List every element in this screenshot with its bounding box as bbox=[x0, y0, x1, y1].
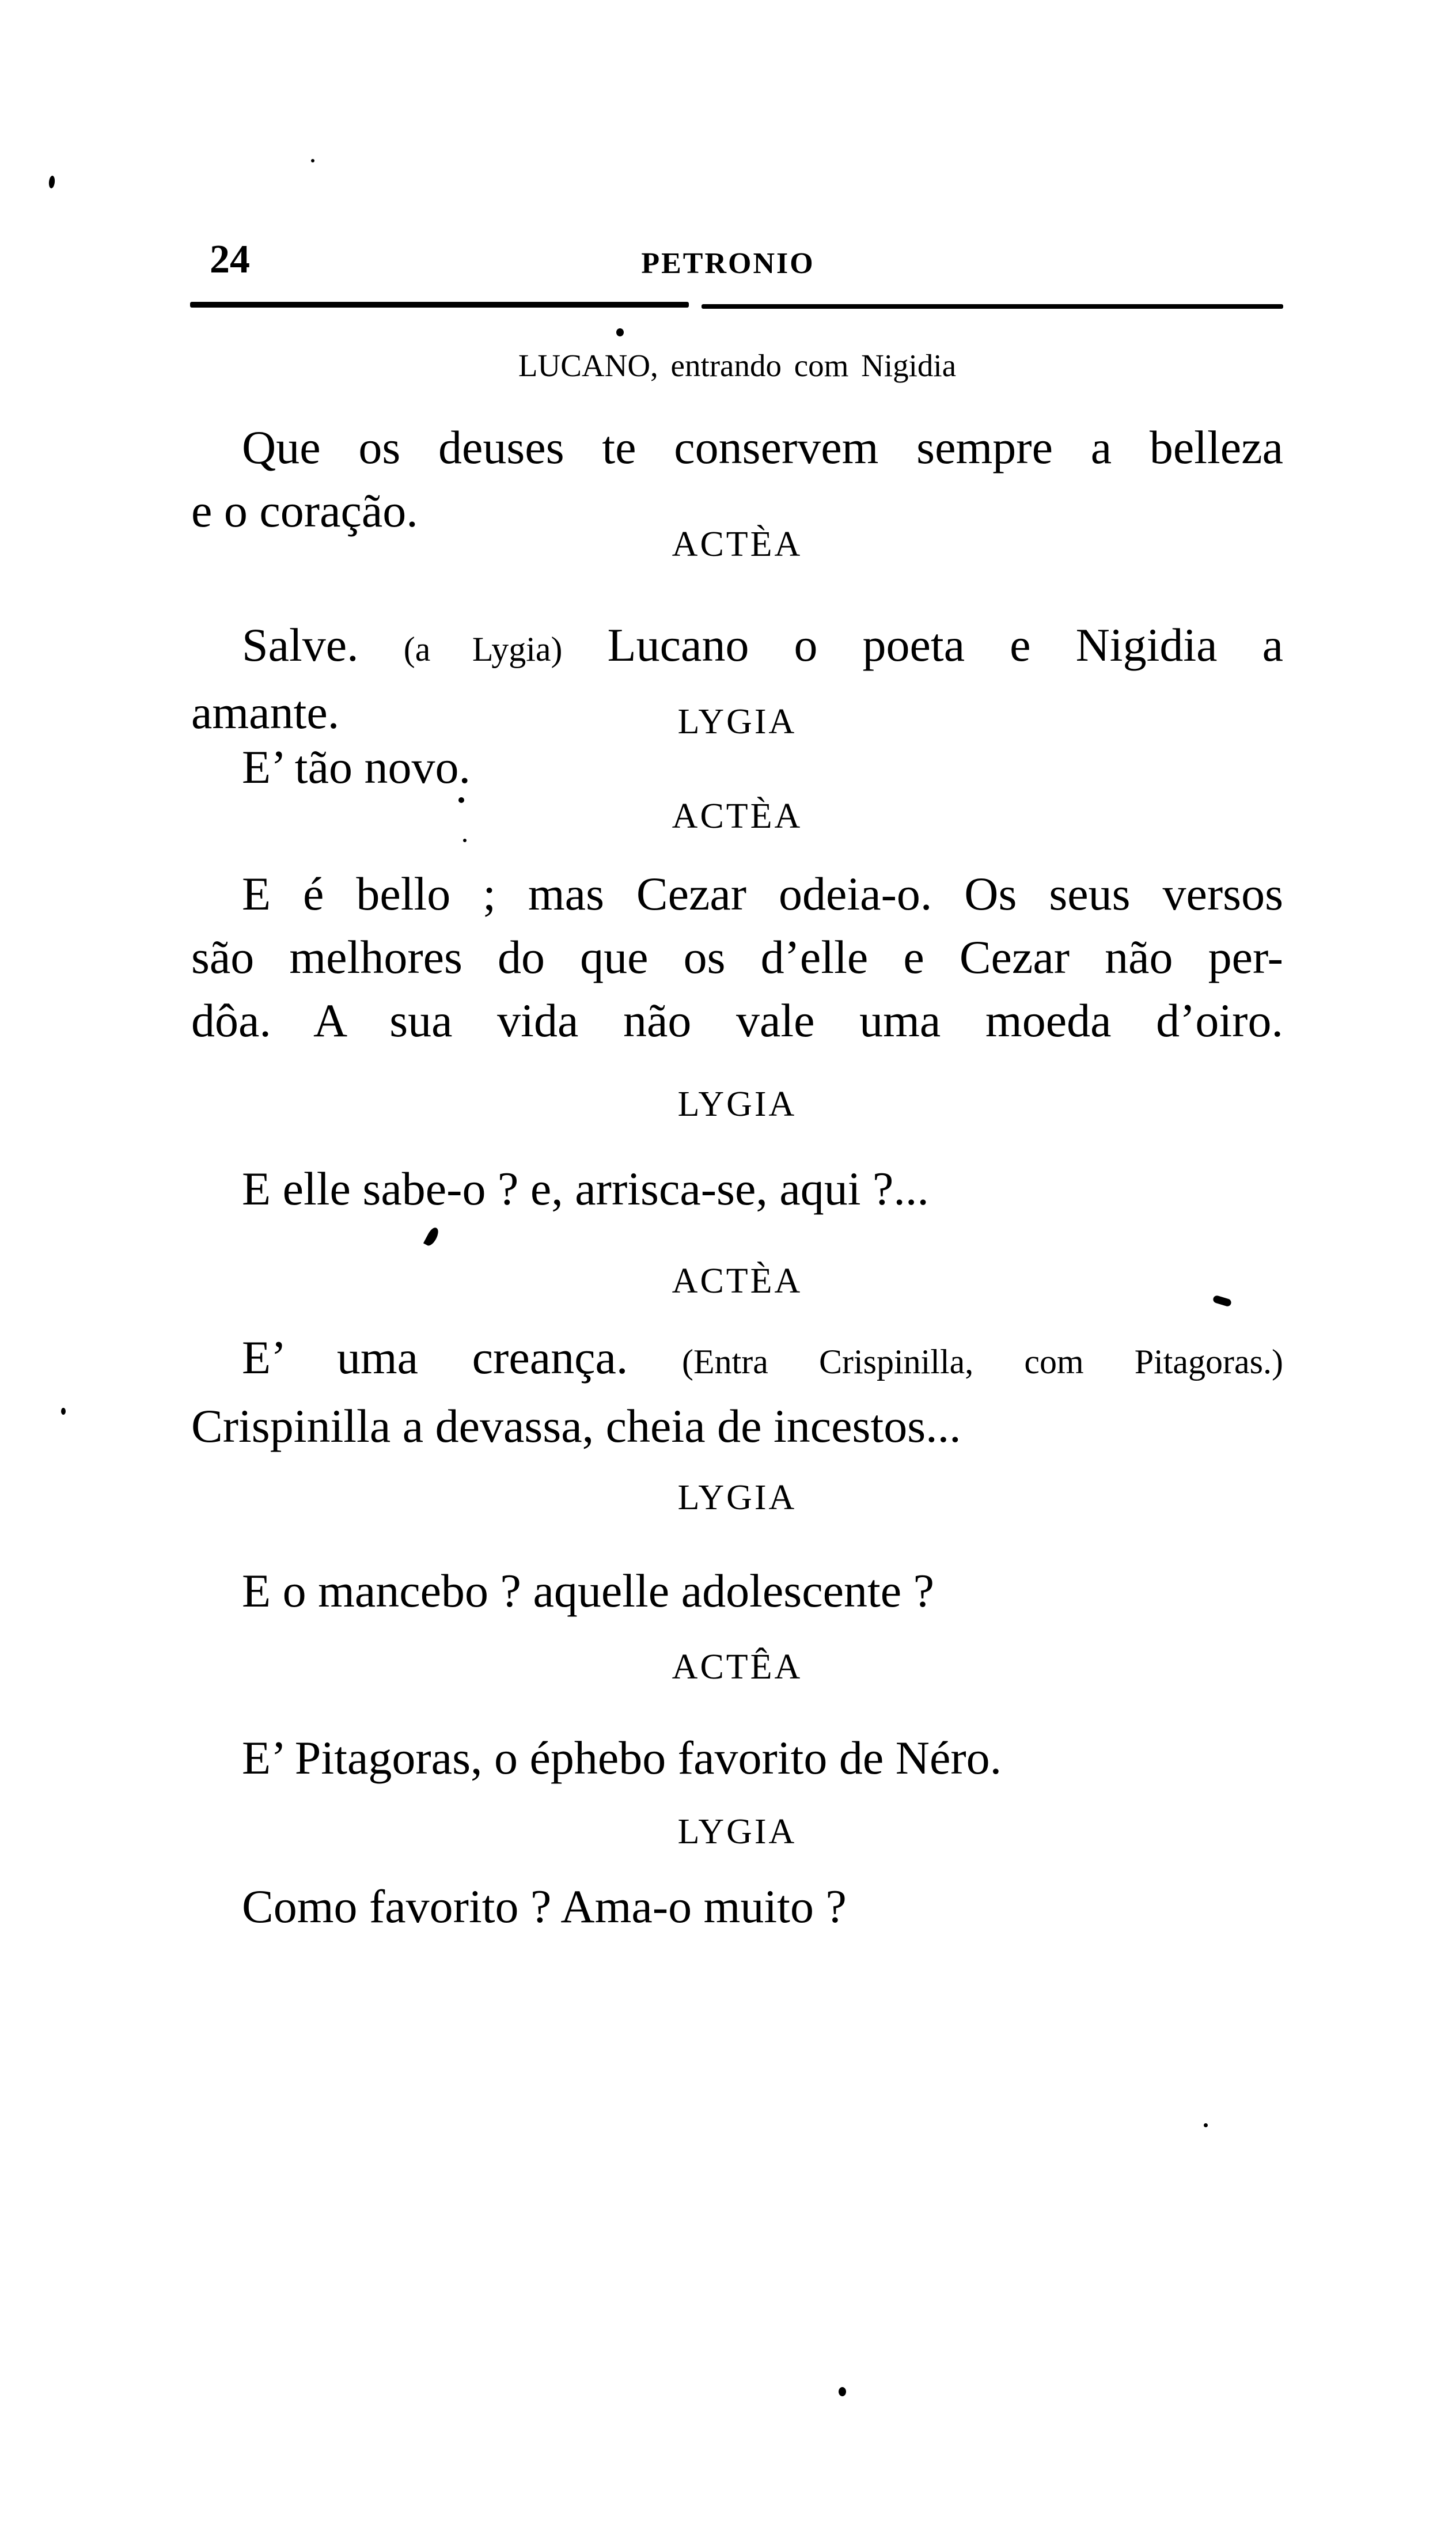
dialogue-paragraph bbox=[191, 862, 1283, 1052]
stage-note-inline: (Entra Crispinilla, com Pitagoras.) bbox=[681, 1343, 1283, 1381]
ink-speck bbox=[839, 2387, 846, 2396]
dialogue-paragraph bbox=[191, 1875, 1283, 1938]
stage-direction: LUCANO, entrando com Nigidia bbox=[518, 348, 957, 383]
dialogue-line: E elle sabe-o ? e, arrisca-se, aqui ?... bbox=[242, 1162, 929, 1215]
dialogue-line-segment: Salve. bbox=[242, 619, 404, 671]
dialogue-line: e o coração. bbox=[191, 484, 418, 537]
stage-note-inline: (a Lygia) bbox=[403, 630, 563, 668]
dialogue-line bbox=[191, 613, 1283, 681]
dialogue-line: Que os deuses te conservem sempre a belleza bbox=[242, 421, 1283, 473]
dialogue-line: Crispinilla a devassa, cheia de incestos... bbox=[191, 1400, 961, 1452]
dialogue-paragraph bbox=[191, 736, 1283, 799]
page-number: 24 bbox=[210, 237, 250, 282]
dialogue-line bbox=[191, 1325, 1283, 1394]
speaker-heading-lygia: LYGIA bbox=[677, 1812, 797, 1851]
dialogue-line: E’ Pitagoras, o éphebo favorito de Néro. bbox=[242, 1732, 1002, 1784]
dialogue-line: Como favorito ? Ama-o muito ? bbox=[242, 1880, 847, 1933]
header-rule-right bbox=[702, 304, 1283, 309]
ink-speck bbox=[463, 839, 467, 842]
ink-speck bbox=[48, 176, 55, 189]
dialogue-line: são melhores do que os d’elle e Cezar não per- bbox=[191, 931, 1283, 983]
speaker-heading-actea: ACTÈA bbox=[672, 797, 803, 836]
dialogue-paragraph bbox=[191, 1157, 1283, 1221]
dialogue-line-segment: E’ uma creança. bbox=[242, 1331, 682, 1384]
header-rule-left bbox=[190, 302, 689, 308]
ink-speck bbox=[616, 328, 624, 336]
running-title: PETRONIO bbox=[641, 247, 815, 280]
ink-speck bbox=[423, 1226, 441, 1248]
dialogue-paragraph bbox=[191, 416, 1283, 543]
dialogue-line: E é bello ; mas Cezar odeia-o. Os seus versos bbox=[242, 867, 1283, 920]
dialogue-paragraph bbox=[191, 1325, 1283, 1459]
speaker-heading-actea: ACTÈA bbox=[672, 1262, 803, 1301]
speaker-heading-actea: ACTÈA bbox=[672, 525, 803, 564]
dialogue-line: E’ tão novo. bbox=[242, 741, 471, 793]
speaker-heading-actea: ACTÊA bbox=[672, 1647, 803, 1687]
dialogue-paragraph bbox=[191, 1726, 1283, 1790]
ink-speck bbox=[311, 159, 314, 162]
speaker-heading-lygia: LYGIA bbox=[677, 1478, 797, 1517]
dialogue-line: dôa. A sua vida não vale uma moeda d’oiro. bbox=[191, 994, 1283, 1047]
dialogue-line: amante. bbox=[191, 686, 340, 738]
ink-speck bbox=[458, 797, 464, 803]
dialogue-line-segment: Lucano o poeta e Nigidia a bbox=[562, 619, 1283, 671]
ink-speck bbox=[1204, 2123, 1208, 2127]
ink-speck bbox=[61, 1408, 66, 1415]
speaker-heading-lygia: LYGIA bbox=[677, 702, 797, 741]
dialogue-line: E o mancebo ? aquelle adolescente ? bbox=[242, 1564, 935, 1617]
dialogue-paragraph bbox=[191, 1559, 1283, 1623]
speaker-heading-lygia: LYGIA bbox=[677, 1085, 797, 1124]
